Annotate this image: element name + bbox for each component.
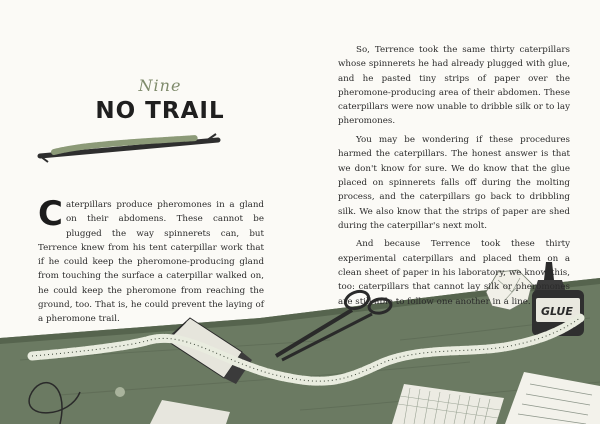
chapter-title: NO TRAIL (95, 98, 225, 124)
paragraph: You may be wondering if these procedures harmed the caterpillars. The honest answer is that we don't know for sure. We do know that the glue placed on spinnerets falls off during the molting process, and the caterpillars go back to dribbling silk. We also know that the strips of paper are shed during the caterpillar's next molt. (338, 135, 570, 231)
paragraph (38, 194, 264, 327)
paragraph-text: aterpillars produce pheromones in a gland on their abdomens. These cannot be plugged the way spinnerets can, but Terrence knew from his tent caterpillar work that if he could keep the pheromone-producing gland from touching the surface a caterpillar walked on, he could keep the pheromone from reaching the ground, too. That is, he could prevent the laying of a pheromone trail. (38, 200, 264, 325)
twig-ornament (36, 132, 222, 166)
small-pebble (115, 387, 125, 397)
paragraph: And because Terrence took these thirty experimental caterpillars and placed them on a clean sheet of paper in his laboratory, we know this, too: caterpillars that cannot lay silk or pheromones are still able to follow one another in a line. (338, 239, 570, 307)
paragraph: So, Terrence took the same thirty caterpillars whose spinnerets he had already plugged with glue, and he pasted tiny strips of paper over the pheromone-producing area of their abdomen. These caterpillars were now unable to dribble silk or to lay pheromones. (338, 45, 570, 127)
dropcap: C (38, 194, 63, 234)
right-column (338, 43, 570, 313)
glue-bottle-label: GLUE (541, 305, 573, 318)
chapter-number: Nine (138, 76, 182, 95)
left-column (38, 194, 264, 331)
